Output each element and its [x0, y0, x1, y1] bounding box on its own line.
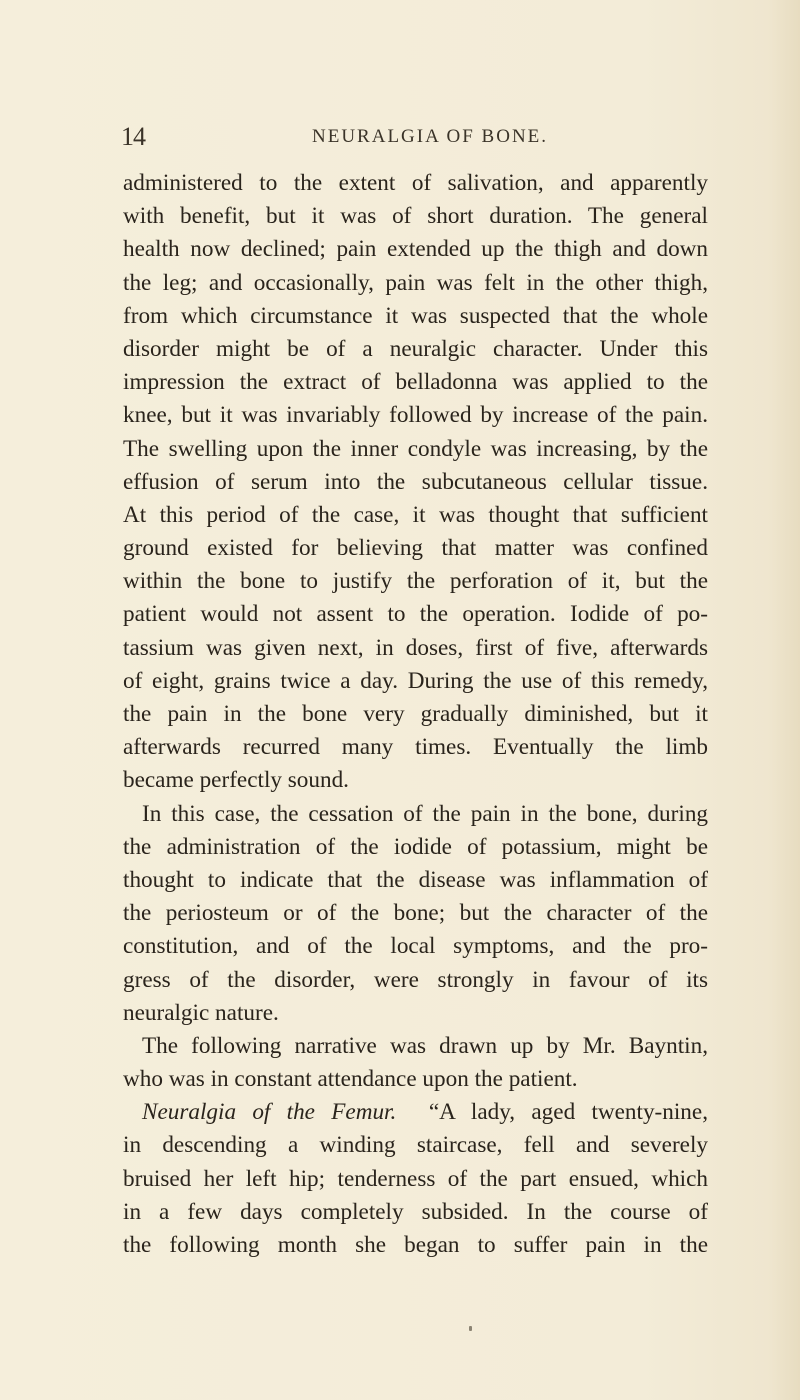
text-line: The following narrative was drawn up by Mr. Bayntin,: [142, 1032, 708, 1059]
text-line: The swelling upon the inner condyle was increasing, by the: [123, 435, 708, 462]
text-line: ground existed for believing that matter was confined: [123, 535, 708, 562]
text-line: the pain in the bone very gradually diminished, but it: [123, 701, 708, 727]
text-line: health now declined; pain extended up the thigh and down: [123, 236, 708, 263]
page-number: 14: [121, 122, 145, 151]
body-text: [123, 167, 708, 1262]
text-line: thought to indicate that the disease was inflammation of: [123, 866, 708, 893]
text-line: of eight, grains twice a day. During the use of this remedy,: [123, 667, 708, 694]
text-line: from which circumstance it was suspected that the whole: [123, 302, 708, 329]
text-line: in a few days completely subsided. In the course of: [123, 1198, 708, 1225]
text-fragment: “A lady, aged twenty-nine,: [428, 1099, 708, 1126]
running-head: NEURALGIA OF BONE.: [312, 126, 549, 147]
text-line: with benefit, but it was of short duration. The general: [123, 203, 708, 230]
text-line: within the bone to justify the perforation of it, but the: [123, 568, 708, 595]
text-line: administered to the extent of salivation, and apparently: [123, 170, 708, 196]
text-line: afterwards recurred many times. Eventually the limb: [123, 734, 708, 761]
text-line: bruised her left hip; tenderness of the part ensued, which: [123, 1165, 708, 1192]
text-line: neuralgic nature.: [123, 999, 279, 1026]
text-line: the following month she began to suffer pain in the: [123, 1232, 708, 1258]
text-line: the leg; and occasionally, pain was felt in the other thigh,: [123, 269, 708, 296]
text-line: the periosteum or of the bone; but the character of the: [123, 900, 708, 927]
text-line: who was in constant attendance upon the patient.: [123, 1066, 578, 1093]
text-line: effusion of serum into the subcutaneous cellular tissue.: [123, 468, 708, 495]
text-line: the administration of the iodide of potassium, might be: [123, 833, 708, 860]
text-line-with-heading: [123, 1096, 708, 1129]
text-line: constitution, and of the local symptoms, and the pro-: [123, 933, 708, 960]
text-line: impression the extract of belladonna was applied to the: [123, 369, 708, 396]
text-line: gress of the disorder, were strongly in favour of its: [123, 966, 708, 993]
text-line: in descending a winding staircase, fell and severely: [123, 1132, 708, 1159]
case-heading: Neuralgia of the Femur.: [142, 1099, 397, 1126]
text-line: knee, but it was invariably followed by increase of the pain.: [123, 402, 708, 429]
text-line: became perfectly sound.: [123, 767, 349, 794]
text-line: In this case, the cessation of the pain in the bone, during: [142, 800, 708, 827]
text-line: disorder might be of a neuralgic character. Under this: [123, 335, 708, 362]
paper-speck: [469, 1326, 472, 1331]
text-line: patient would not assent to the operation. Iodide of po-: [123, 601, 708, 628]
text-line: At this period of the case, it was thought that sufficient: [123, 501, 708, 528]
text-line: tassium was given next, in doses, first of five, afterwards: [123, 634, 708, 661]
